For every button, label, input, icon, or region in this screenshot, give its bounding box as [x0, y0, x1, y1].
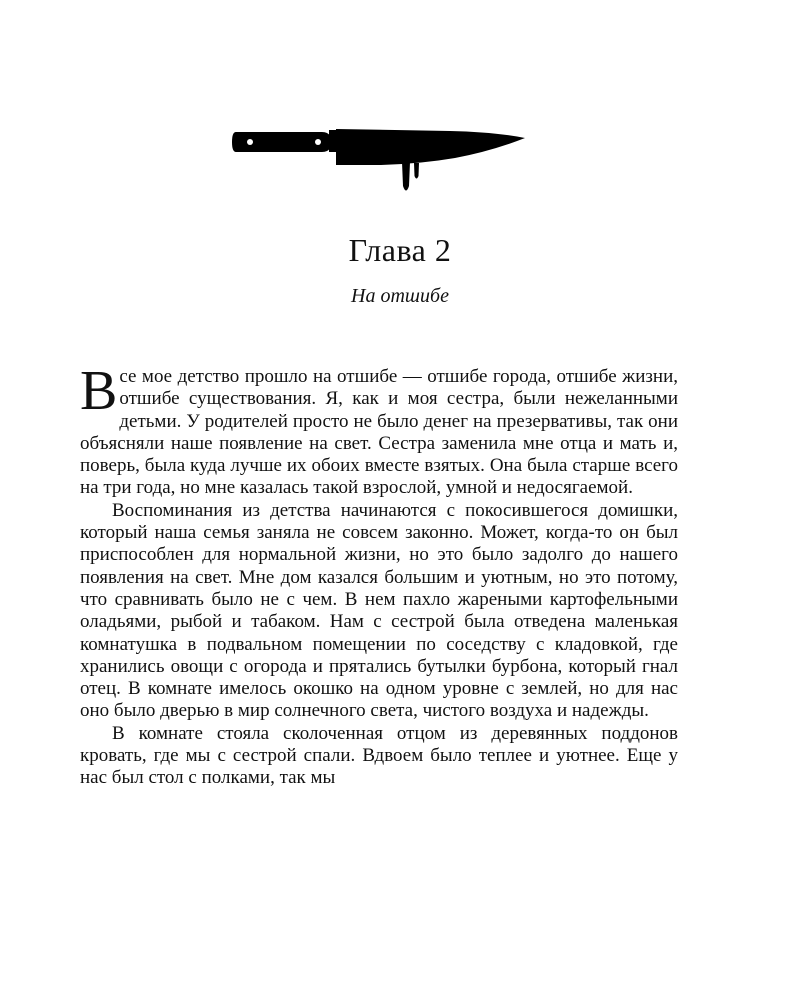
paragraph: В комнате стояла сколоченная отцом из деревянных поддонов кровать, где мы с сестрой спали. Вдвоем было теплее и уютнее. Еще у нас был стол с полками, так мы: [80, 722, 678, 789]
knife-blade: [336, 129, 525, 165]
paragraph-text: се мое детство прошло на отшибе — отшибе города, отшибе жизни, отшибе существования. Я, как и моя сестра, были нежеланными детьми. У родителей просто не было денег на презервативы, так они объясняли наше появление на свет. Сестра заменила мне отца и мать и, поверь, была куда лучше их обоих вместе взятых. Она была старше всего на три года, но мне казалась такой взрослой, умной и недосягаемой.: [80, 366, 678, 499]
chapter-subtitle: На отшибе: [351, 285, 449, 307]
blood-drip: [402, 162, 410, 191]
knife-rivet: [315, 139, 321, 145]
blood-drip: [414, 163, 419, 179]
drop-cap: В: [80, 360, 118, 422]
knife-bolster: [329, 130, 337, 152]
paragraph: [80, 360, 678, 500]
chapter-body: [80, 360, 678, 790]
chapter-title: Глава 2: [348, 232, 452, 268]
paragraph: Воспоминания из детства начинаются с покосившегося домишки, который наша семья заняла не совсем законно. Может, когда-то он был приспособлен для нормальной жизни, но это было задолго до нашего появления на свет. Мне дом казался большим и уютным, но это потому, что сравнивать было не с чем. В нем пахло жареными картофельными оладьями, рыбой и табаком. Нам с сестрой была отведена маленькая комнатушка в подвальном помещении по соседству с кладовкой, где хранились овощи с огорода и прятались бутылки бурбона, который гнал отец. В комнате имелось окошко на одном уровне с землей, но для нас оно было дверью в мир солнечного света, чистого воздуха и надежды.: [80, 499, 678, 722]
knife-rivet: [247, 139, 253, 145]
bloody-knife-icon: [230, 118, 530, 200]
